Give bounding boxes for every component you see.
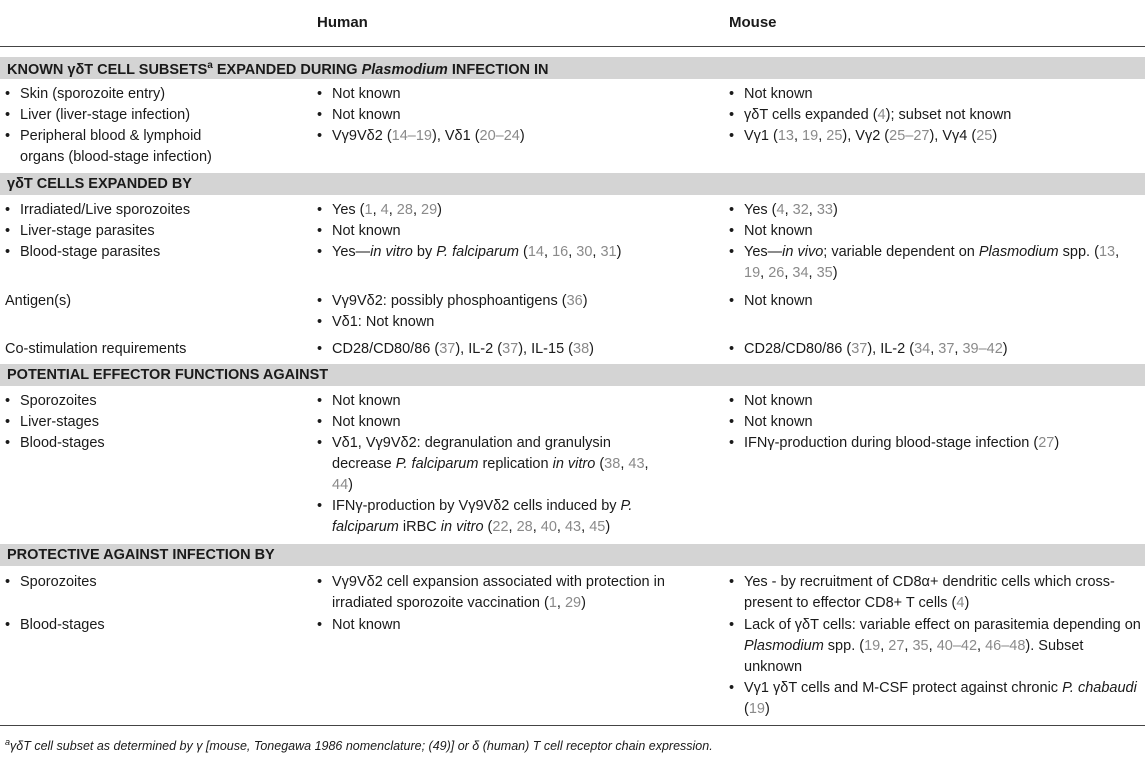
row3-col-mouse — [729, 391, 1143, 454]
bottom-rule — [0, 725, 1145, 726]
list-item: • Sporozoites — [5, 572, 295, 593]
list-item: • Not known — [317, 221, 697, 242]
header-rule — [0, 46, 1145, 47]
list-item: • Yes - by recruitment of CD8α+ dendritic cells which cross-present to effector CD8+ T cells (4) — [729, 572, 1143, 614]
section-header-expanded-by: γδT CELLS EXPANDED BY — [0, 173, 1145, 195]
row2-col-human — [317, 200, 697, 263]
list-item: • Vγ9Vδ2 (14–19), Vδ1 (20–24) — [317, 126, 697, 147]
row4-blood-stage — [5, 615, 295, 636]
list-item: • Yes (1, 4, 28, 29) — [317, 200, 697, 221]
list-item: • Blood-stage parasites — [5, 242, 295, 263]
column-header-human: Human — [317, 14, 368, 31]
list-item: • Lack of γδT cells: variable effect on parasitemia depending on Plasmodium spp. (19, 27, 35, 40–42, 46–48). Subset unknown — [729, 615, 1143, 678]
section-header-subsets: KNOWN γδT CELL SUBSETS$^a$ EXPANDED DURING Plasmodium INFECTION IN — [0, 57, 1145, 79]
list-item: • Vγ1 (13, 19, 25), Vγ2 (25–27), Vγ4 (25) — [729, 126, 1143, 147]
row1-col-stage — [5, 84, 295, 168]
list-item: • Liver (liver-stage infection) — [5, 105, 295, 126]
costim-human — [317, 339, 697, 360]
list-item: • Skin (sporozoite entry) — [5, 84, 295, 105]
row4-sporo-stage — [5, 572, 295, 593]
row1-col-mouse — [729, 84, 1143, 147]
list-item: • Not known — [317, 412, 662, 433]
list-item: • CD28/CD80/86 (37), IL-2 (37), IL-15 (38) — [317, 339, 697, 360]
list-item: • IFNγ-production during blood-stage infection (27) — [729, 433, 1143, 454]
list-item: • Not known — [729, 221, 1143, 242]
row4-blood-mouse — [729, 615, 1143, 720]
list-item: • Not known — [729, 291, 1143, 312]
list-item: • Not known — [317, 615, 697, 636]
list-item: • Yes—in vitro by P. falciparum (14, 16, 30, 31) — [317, 242, 697, 263]
list-item: • Vγ9Vδ2 cell expansion associated with protection in irradiated sporozoite vaccination (1, 29) — [317, 572, 677, 614]
column-header-mouse: Mouse — [729, 14, 777, 31]
row2-col-stage — [5, 200, 295, 263]
list-item: • Vδ1, Vγ9Vδ2: degranulation and granulysin decrease P. falciparum replication in vitro (38, 43, 44) — [317, 433, 662, 496]
list-item: • Peripheral blood & lymphoid organs (blood-stage infection) — [5, 126, 230, 168]
list-item: • Not known — [729, 84, 1143, 105]
list-item: • Liver-stage parasites — [5, 221, 295, 242]
antigen-mouse — [729, 291, 1143, 312]
list-item: • Vδ1: Not known — [317, 312, 697, 333]
list-item: • Not known — [317, 84, 697, 105]
row4-sporo-mouse — [729, 572, 1143, 614]
list-item: • Not known — [729, 391, 1143, 412]
list-item: • Not known — [317, 105, 697, 126]
list-item: • Yes—in vivo; variable dependent on Plasmodium spp. (13, 19, 26, 34, 35) — [729, 242, 1143, 284]
list-item: • CD28/CD80/86 (37), IL-2 (34, 37, 39–42) — [729, 339, 1143, 360]
row1-col-human — [317, 84, 697, 147]
footnote: $^a$γδT cell subset as determined by γ [mouse, Tonegawa 1986 nomenclature; (49)] or δ (human) T cell receptor chain expression. — [5, 737, 713, 754]
row4-sporo-human — [317, 572, 677, 614]
list-item: • IFNγ-production by Vγ9Vδ2 cells induced by P. falciparum iRBC in vitro (22, 28, 40, 43, 45) — [317, 496, 662, 538]
list-item: • Blood-stages — [5, 615, 295, 636]
list-item: • Not known — [317, 391, 662, 412]
costim-mouse — [729, 339, 1143, 360]
list-item: • Yes (4, 32, 33) — [729, 200, 1143, 221]
list-item: • Blood-stages — [5, 433, 295, 454]
list-item: • Vγ1 γδT cells and M-CSF protect against chronic P. chabaudi (19) — [729, 678, 1143, 720]
row2-col-mouse — [729, 200, 1143, 284]
row4-blood-human — [317, 615, 697, 636]
row3-col-human — [317, 391, 662, 538]
list-item: • Vγ9Vδ2: possibly phosphoantigens (36) — [317, 291, 697, 312]
antigen-human — [317, 291, 697, 333]
costim-label: Co-stimulation requirements — [5, 341, 187, 357]
list-item: • Sporozoites — [5, 391, 295, 412]
list-item: • γδT cells expanded (4); subset not known — [729, 105, 1143, 126]
section-header-effector: POTENTIAL EFFECTOR FUNCTIONS AGAINST — [0, 364, 1145, 386]
antigen-label: Antigen(s) — [5, 293, 72, 309]
list-item: • Irradiated/Live sporozoites — [5, 200, 295, 221]
section-header-protective: PROTECTIVE AGAINST INFECTION BY — [0, 544, 1145, 566]
list-item: • Not known — [729, 412, 1143, 433]
list-item: • Liver-stages — [5, 412, 295, 433]
row3-col-stage — [5, 391, 295, 454]
